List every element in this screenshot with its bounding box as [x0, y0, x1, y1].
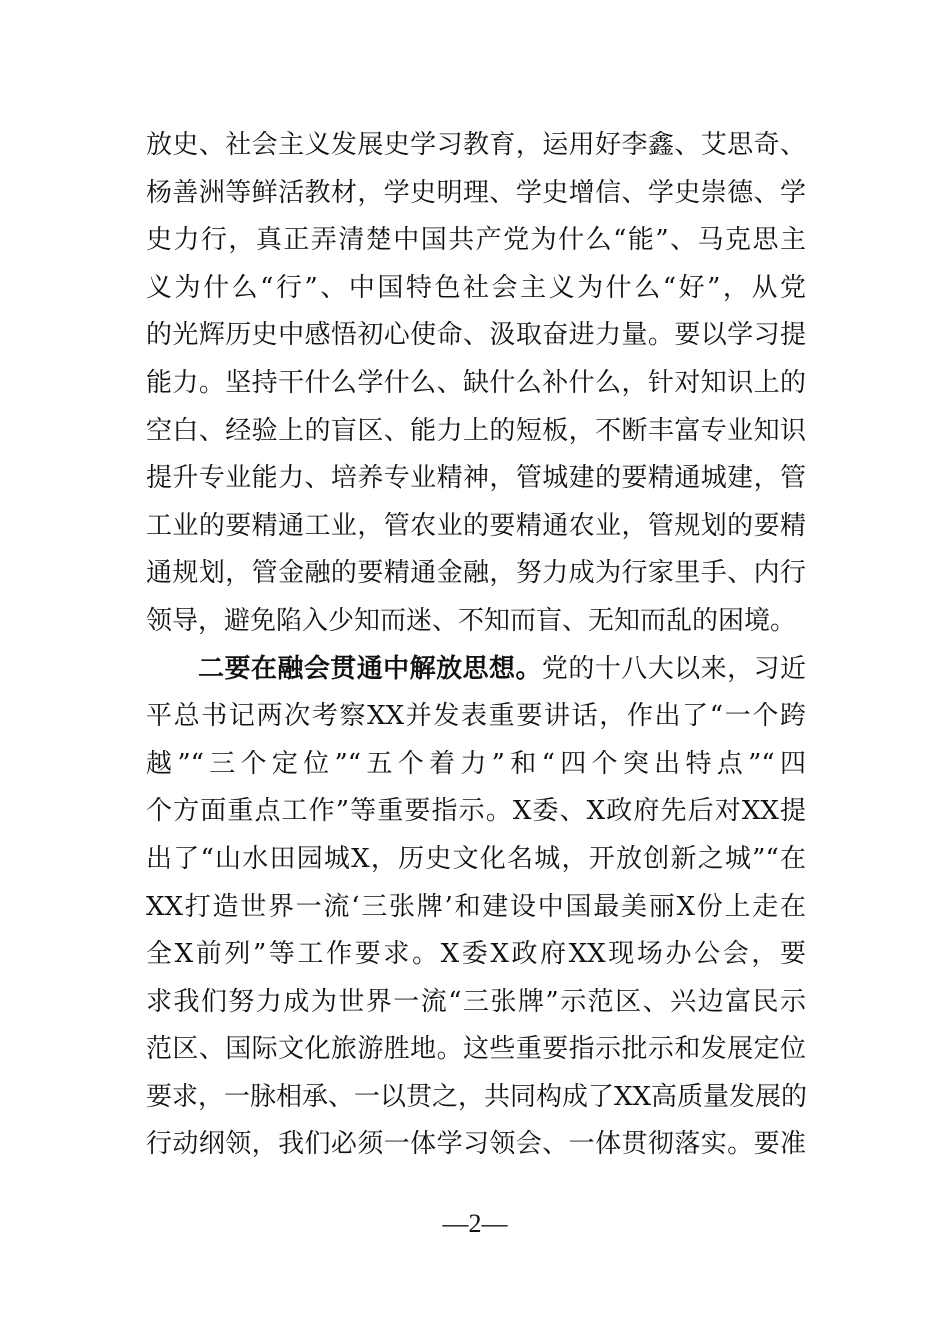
text-line: 平总书记两次考察XX并发表重要讲话，作出了“一个跨	[146, 701, 806, 732]
text-line: 越”“三个定位”“五个着力”和“四个突出特点”“四	[146, 748, 806, 779]
text-line: 提升专业能力、培养专业精神，管城建的要精通城建，管	[146, 463, 806, 494]
text-line: 个方面重点工作”等重要指示。X委、X政府先后对XX提	[146, 796, 806, 827]
page-number: —2—	[442, 1209, 508, 1238]
text-line: 出了“山水田园城X，历史文化名城，开放创新之城”“在	[146, 843, 806, 874]
text-line: 杨善洲等鲜活教材，学史明理、学史增信、学史崇德、学	[146, 177, 806, 208]
text-line: 能力。坚持干什么学什么、缺什么补什么，针对知识上的	[146, 367, 806, 398]
text-line: 的光辉历史中感悟初心使命、汲取奋进力量。要以学习提	[146, 320, 806, 351]
body-text	[146, 122, 806, 1169]
text-line: 史力行，真正弄清楚中国共产党为什么“能”、马克思主	[146, 225, 806, 256]
text-line: 义为什么“行”、中国特色社会主义为什么“好”，从党	[146, 272, 806, 303]
text-line: 空白、经验上的盲区、能力上的短板，不断丰富专业知识	[146, 415, 806, 446]
text-line: 范区、国际文化旅游胜地。这些重要指示批示和发展定位	[146, 1034, 806, 1065]
text-line: 放史、社会主义发展史学习教育，运用好李鑫、艾思奇、	[146, 130, 806, 160]
text-line: 领导，避免陷入少知而迷、不知而盲、无知而乱的困境。	[146, 605, 797, 636]
text-line: 行动纲领，我们必须一体学习领会、一体贯彻落实。要准	[146, 1129, 806, 1160]
text-line: 全X前列”等工作要求。X委X政府XX现场办公会，要	[146, 939, 806, 970]
text-line: 工业的要精通工业，管农业的要精通农业，管规划的要精	[146, 510, 806, 541]
paragraph-first-line	[146, 646, 806, 694]
text-line: 要求，一脉相承、一以贯之，共同构成了XX高质量发展的	[146, 1081, 808, 1112]
text-line: 求我们努力成为世界一流“三张牌”示范区、兴边富民示	[146, 986, 806, 1017]
text-line: XX打造世界一流‘三张牌’和建设中国最美丽X份上走在	[146, 891, 806, 922]
text-line: 通规划，管金融的要精通金融，努力成为行家里手、内行	[146, 558, 806, 589]
paragraph-first-line-text: 党的十八大以来，习近	[541, 653, 806, 684]
paragraph-heading: 二要在融会贯通中解放思想。	[198, 653, 542, 684]
